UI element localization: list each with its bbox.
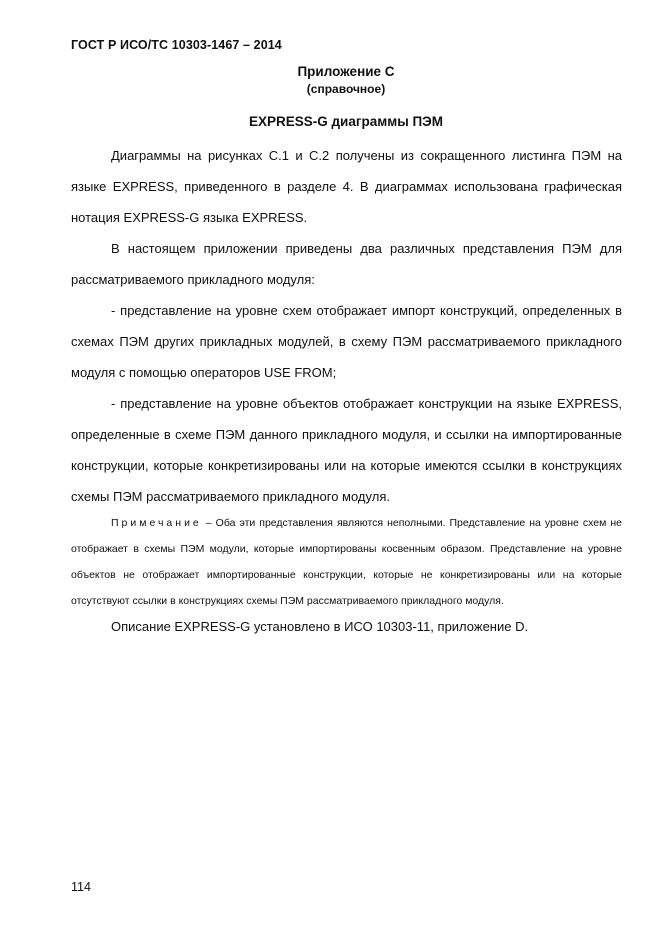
note-text: Оба эти представления являются неполными. Представление на уровне схем не отображает в схемы ПЭМ модули, которые импортированы косвенным образом. Представление на уровне объектов не отображает импортированные конструкции, которые не конкретизированы или на которые отсутствуют ссылки в конструкциях схемы ПЭМ рассматриваемого прикладного модуля.	[71, 517, 622, 607]
paragraph-diagrams-intro: Диаграммы на рисунках С.1 и С.2 получены из сокращенного листинга ПЭМ на языке EXPRESS, приведенного в разделе 4. В диаграммах использована графическая нотация EXPRESS-G языка EXPRESS.	[71, 148, 622, 225]
note-dash: –	[201, 517, 216, 529]
page-number: 114	[71, 880, 91, 894]
list-item-entity-level: - представление на уровне объектов отображает конструкции на языке EXPRESS, определенные в схеме ПЭМ данного прикладного модуля, и ссылки на импортированные конструкции, которые конкретизированы или на которые имеются ссылки в конструкциях схемы ПЭМ рассматриваемого прикладного модуля.	[71, 396, 622, 504]
list-item-schema-level: - представление на уровне схем отображает импорт конструкций, определенных в схемах ПЭМ других прикладных модулей, в схему ПЭМ рассматриваемого прикладного модуля с помощью операторов USE FROM;	[71, 303, 622, 380]
annex-subtitle: (справочное)	[306, 82, 386, 96]
section-title: EXPRESS-G диаграммы ПЭМ	[248, 114, 444, 129]
note-block	[71, 510, 622, 614]
note-label: Примечание	[111, 517, 202, 529]
paragraph-express-g-reference: Описание EXPRESS-G установлено в ИСО 10303-11, приложение D.	[111, 619, 529, 634]
annex-title: Приложение С	[297, 64, 395, 79]
standard-header: ГОСТ Р ИСО/ТС 10303-1467 – 2014	[71, 38, 282, 52]
paragraph-representations: В настоящем приложении приведены два различных представления ПЭМ для рассматриваемого прикладного модуля:	[71, 241, 622, 287]
